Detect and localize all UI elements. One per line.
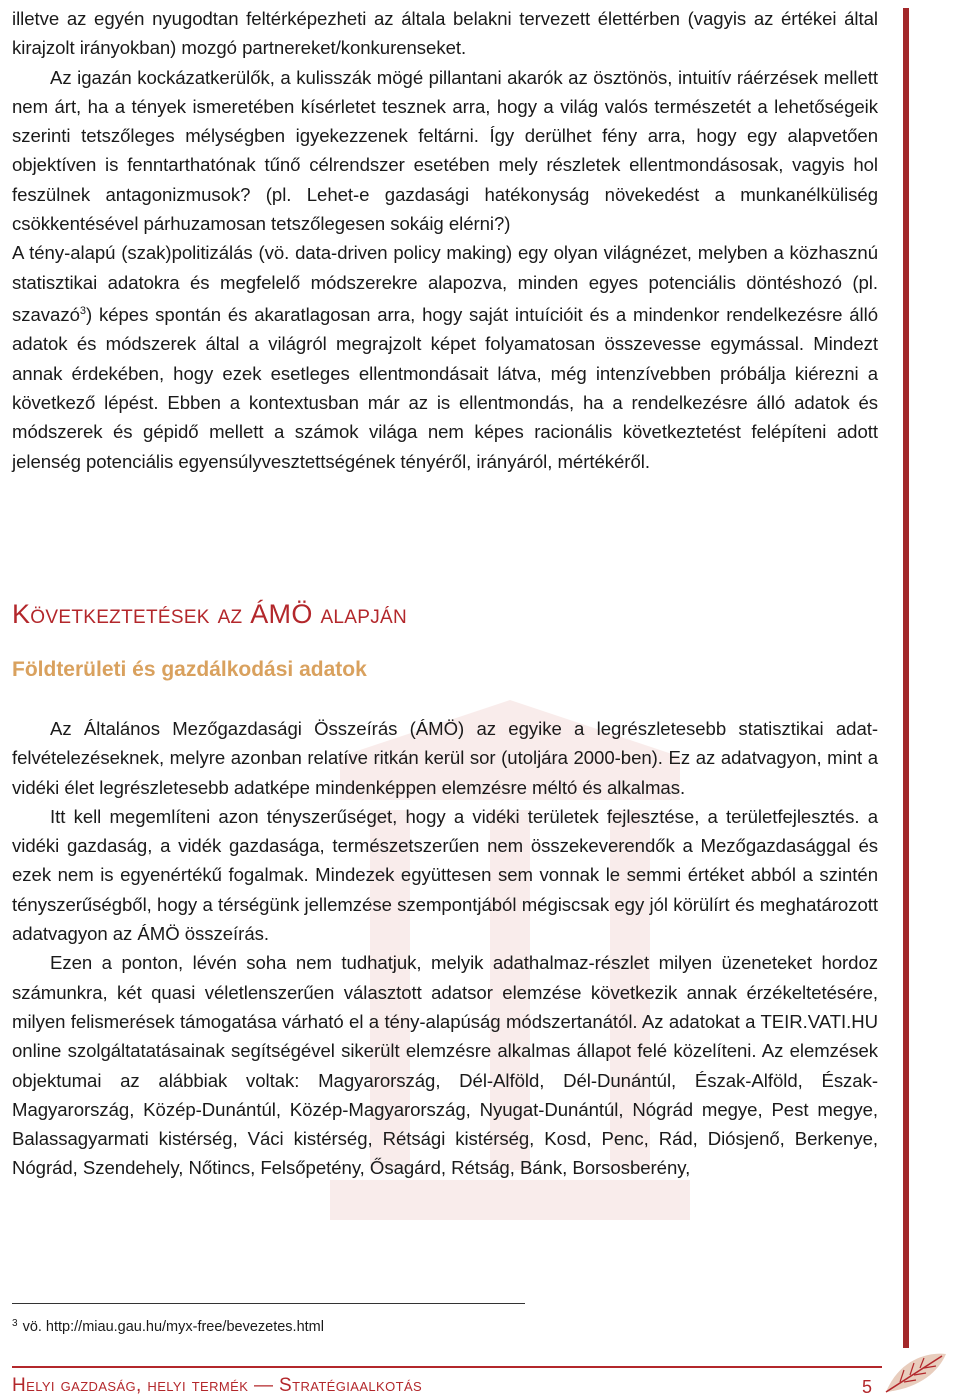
footer-title: Helyi gazdaság, helyi termék — Stratégiaalkotás xyxy=(12,1375,423,1396)
section-heading: Következtetések az ÁMÖ alapján xyxy=(12,599,408,629)
paragraph: illetve az egyén nyugodtan feltérképezheti az általa belakni tervezett élettérben (vagyis az értékei által kirajzolt irányokban) mozgó partnereket/konkurenseket. xyxy=(12,8,878,59)
paragraph-text: A tény-alapú (szak)politizálás (vö. data-driven policy making) egy olyan világnézet, melyben a közhasznú statisztikai adatokra és megfelelő módszerekre alapozva, minden egyes potenciális döntéshozó (pl. szavazó xyxy=(12,242,878,326)
body-text-top xyxy=(12,4,878,476)
page-number: 5 xyxy=(862,1377,873,1397)
section-subheading: Földterületi és gazdálkodási adatok xyxy=(12,658,367,681)
right-margin-rule xyxy=(903,8,909,1348)
footnote-divider xyxy=(12,1303,525,1304)
footnote-ref[interactable]: 3 xyxy=(79,304,86,317)
footer-rule xyxy=(12,1366,882,1368)
footnote-text[interactable]: vö. http://miau.gau.hu/myx-free/bevezetes.html xyxy=(22,1319,324,1335)
paragraph: Itt kell megemlíteni azon tényszerűséget, hogy a vidéki területek fejlesztése, a területfejlesztés. a vidéki gazdaság, a vidék gazdasága, természetszerűen nem összekeverendők a Mezőgazdasággal és ezek nem is egyenértékű fogalmak. Mindezek együttesen sem vonnak le semmi értéket abból a szintén tényszerűségből, hogy a térségünk jellemzése szempontjából mégiscsak egy jól körülírt és meghatározott adatvagyon az ÁMÖ összeírás. xyxy=(12,805,878,945)
paragraph-text: ) képes spontán és akaratlagosan arra, hogy saját intuícióit és a mindenkor rendelkezésre álló adatok és módszerek által a világról megrajzolt képet folyamatosan összevesse egymással. Mindezt annak érdekében, hogy ezek esetleges ellentmondásait látva, még intenzívebben próbálja kiérezni a következő lépést. Ebben a kontextusban már az is ellentmondás, ha a rendelkezésre álló adatok és módszerek és gépidő mellett a számok világa nem képes racionális következtetést felépíteni adott jelenség potenciális egyensúlyvesztettségének tényéről, irányáról, mértékéről. xyxy=(12,304,878,472)
paragraph xyxy=(12,238,878,476)
leaf-icon xyxy=(880,1348,950,1396)
paragraph: Az Általános Mezőgazdasági Összeírás (ÁMÖ) az egyike a legrészletesebb statisztikai adat-felvételezéseknek, melyre azonban relatíve ritkán kerül sor (utoljára 2000-ben). Ez az adatvagyon, mint a vidéki élet legrészletesebb adatképe mindenképpen elemzésre méltó és alkalmas. xyxy=(12,718,878,798)
paragraph: Az igazán kockázatkerülők, a kulisszák mögé pillantani akarók az ösztönös, intuitív ráérzések mellett nem árt, ha a tények ismeretében kísérletet tesznek arra, hogy a világ valós természetét a lehetőségeik szerinti tetszőleges mélységben igyekezzenek feltárni. Így derülhet fény arra, hogy egy alapvetően objektíven is fenntarthatónak tűnő célrendszer esetében mely részletek ellentmondásosak, vagyis hol feszülnek antagonizmusok? (pl. Lehet-e gazdasági hatékonyság növekedést a munkanélküliség csökkentésével párhuzamosan tetszőlegesen sokáig elérni?) xyxy=(12,66,878,235)
footnote xyxy=(12,1314,324,1337)
body-text-section xyxy=(12,714,878,1183)
footnote-marker: 3 xyxy=(12,1318,18,1329)
paragraph: Ezen a ponton, lévén soha nem tudhatjuk, melyik adathalmaz-részlet milyen üzeneteket hordoz számunkra, két quasi véletlenszerűen választott adatsor elemzése következik annak érzékeltetésére, milyen felismerések támogatása várható el a tény-alapúság módszertanától. Az adatokat a TEIR.VATI.HU online szolgáltatatásainak segítségével sikerült elemzésre alkalmas állapot felé közelíteni. Az elemzések objektumai az alábbiak voltak: Magyarország, Dél-Alföld, Dél-Dunántúl, Észak-Alföld, Észak-Magyarország, Közép-Dunántúl, Közép-Magyarország, Nyugat-Dunántúl, Nógrád megye, Pest megye, Balassagyarmati kistérség, Váci kistérség, Rétsági kistérség, Kosd, Penc, Rád, Diósjenő, Berkenye, Nógrád, Szendehely, Nőtincs, Felsőpetény, Ősagárd, Rétság, Bánk, Borsosberény, xyxy=(12,952,878,1179)
